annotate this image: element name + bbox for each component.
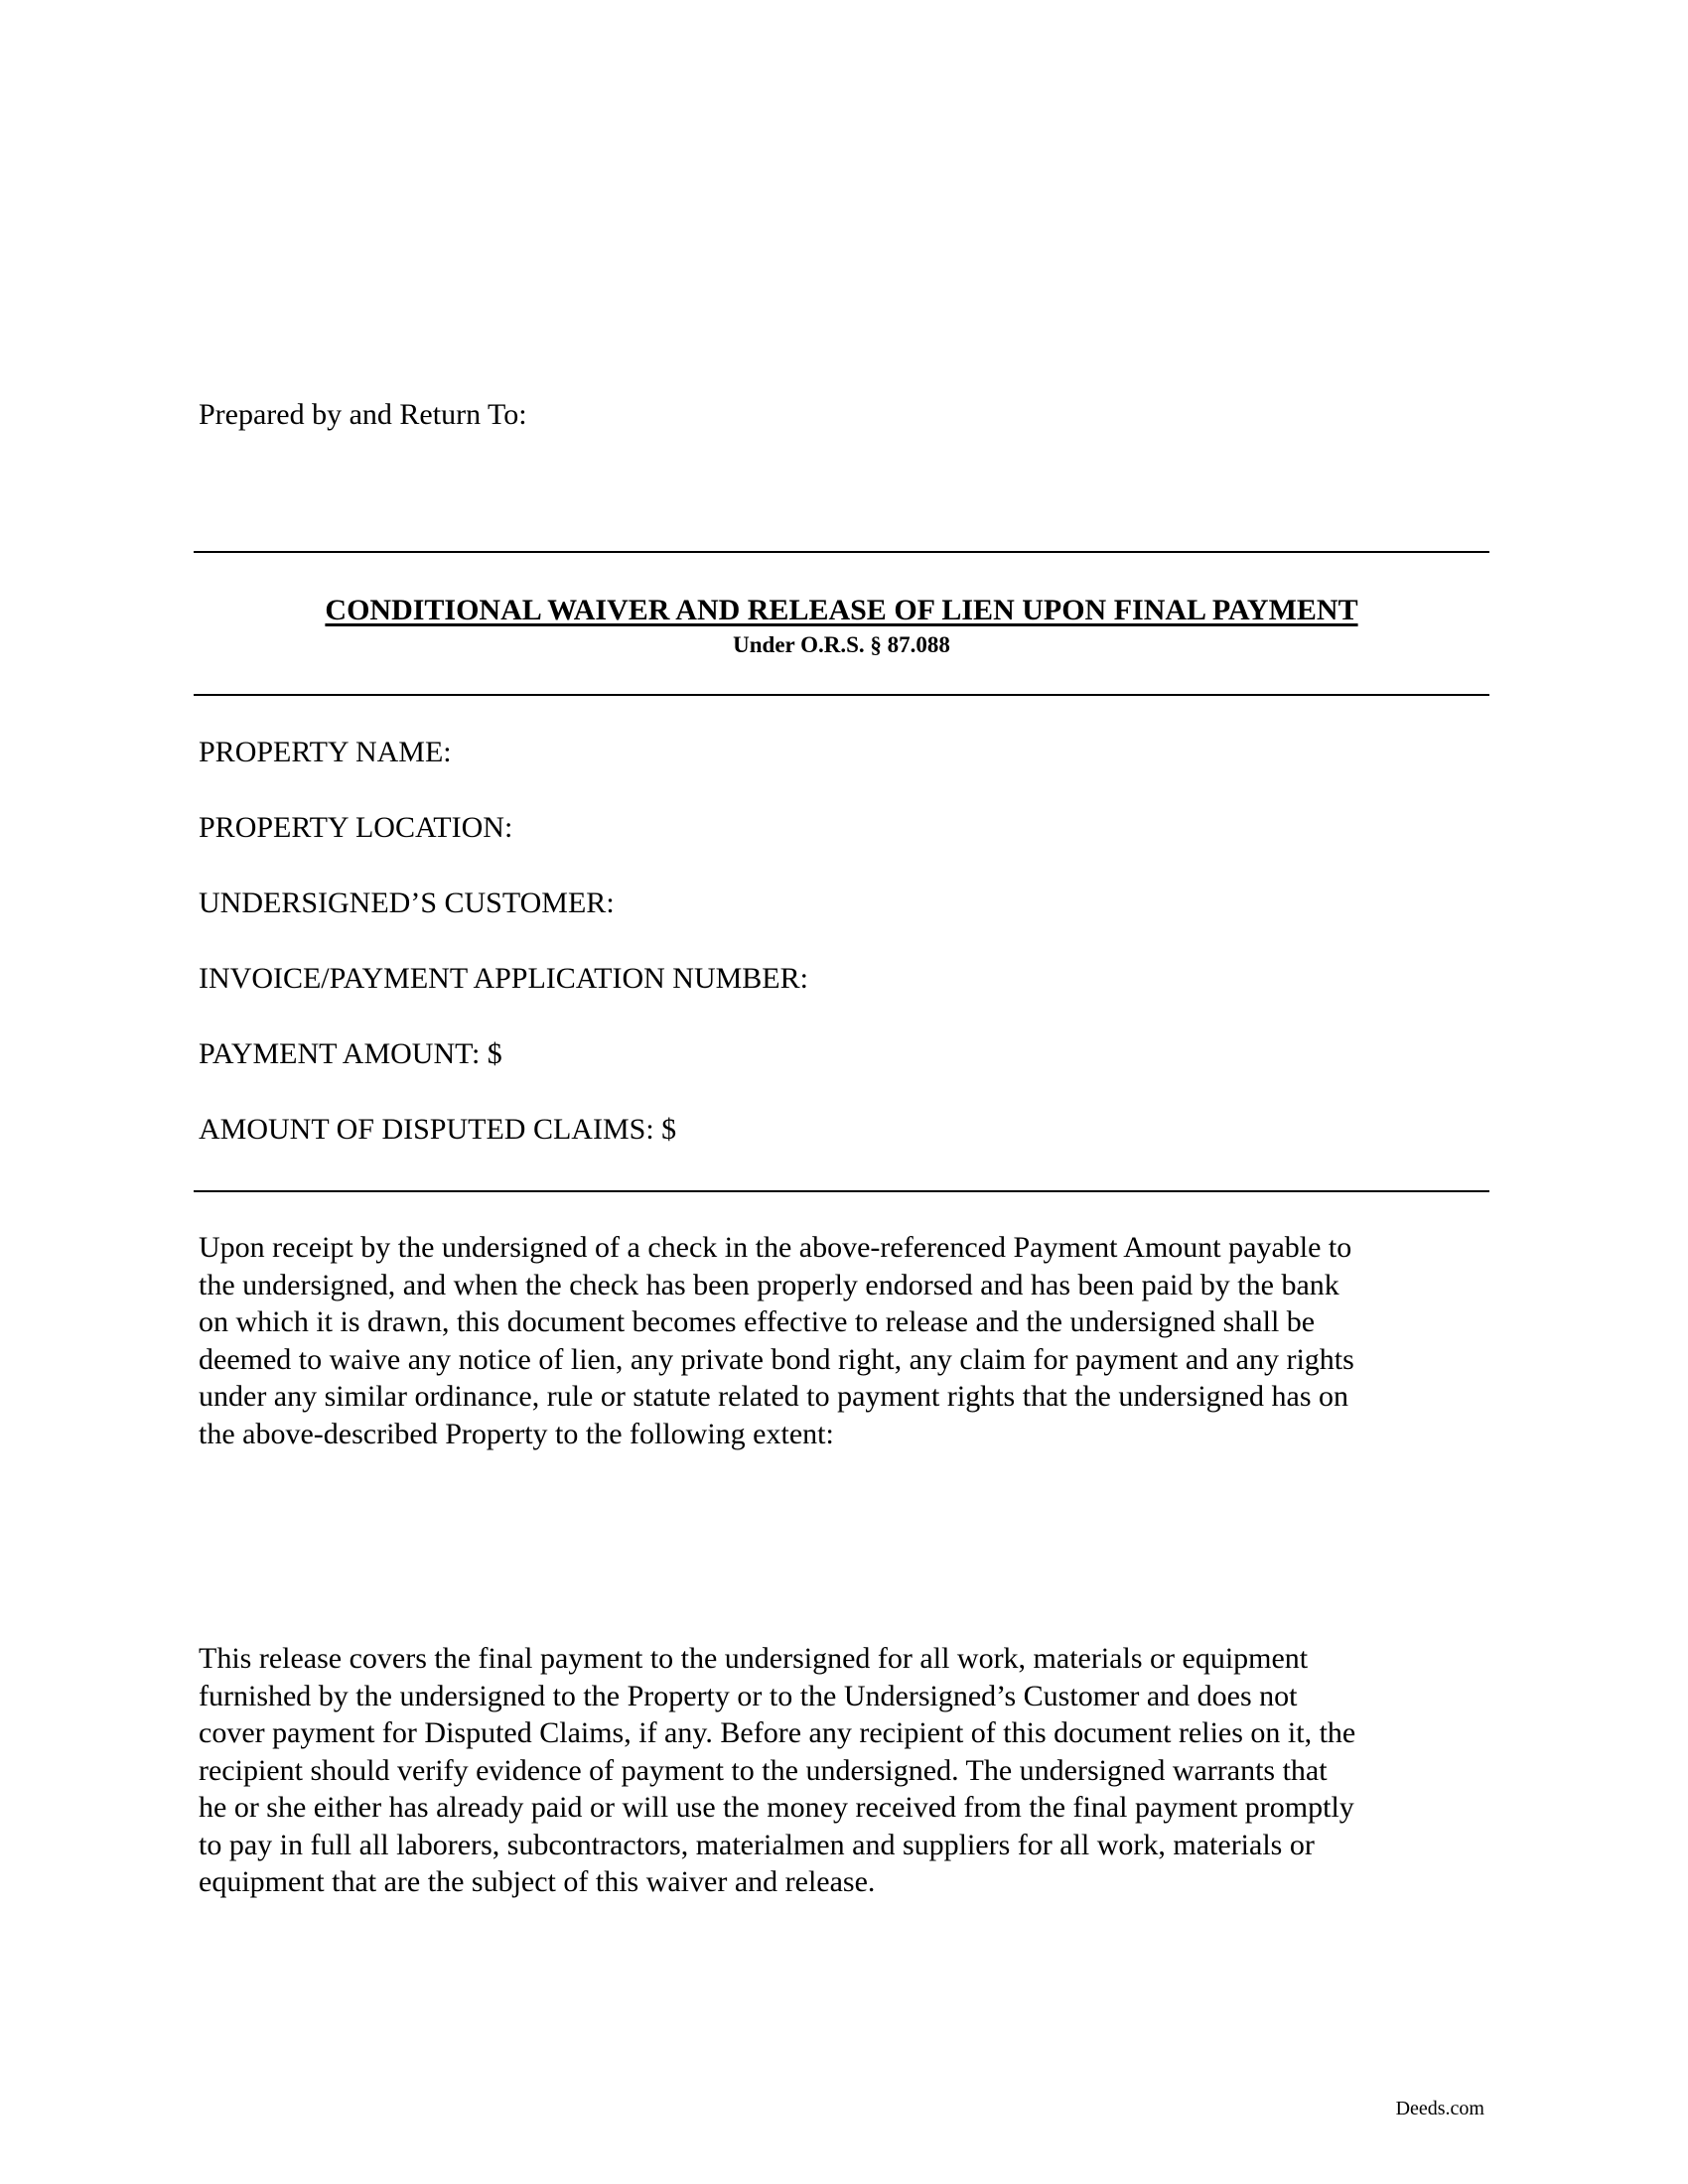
field-property-name: PROPERTY NAME: <box>199 736 452 768</box>
document-subtitle: Under O.R.S. § 87.088 <box>733 632 950 657</box>
divider-below-title <box>194 694 1489 696</box>
paragraph-line: he or she either has already paid or will use the money received from the final payment promptly <box>199 1791 1354 1824</box>
release-paragraph <box>199 1229 1489 1452</box>
paragraph-line: cover payment for Disputed Claims, if any. Before any recipient of this document relies on it, the <box>199 1716 1356 1749</box>
paragraph-line: under any similar ordinance, rule or statute related to payment rights that the undersigned has on <box>199 1380 1348 1413</box>
paragraph-line: This release covers the final payment to the undersigned for all work, materials or equipment <box>199 1642 1309 1675</box>
paragraph-line: Upon receipt by the undersigned of a check in the above-referenced Payment Amount payable to <box>199 1231 1352 1264</box>
paragraph-line: to pay in full all laborers, subcontractors, materialmen and suppliers for all work, materials or <box>199 1828 1315 1861</box>
paragraph-line: furnished by the undersigned to the Property or to the Undersigned’s Customer and does not <box>199 1679 1298 1712</box>
divider-below-fields <box>194 1190 1489 1192</box>
coverage-paragraph <box>199 1640 1489 1901</box>
paragraph-line: the above-described Property to the following extent: <box>199 1417 834 1450</box>
paragraph-line: the undersigned, and when the check has been properly endorsed and has been paid by the bank <box>199 1268 1339 1301</box>
footer-source: Deeds.com <box>1395 2098 1484 2119</box>
field-disputed-claims: AMOUNT OF DISPUTED CLAIMS: $ <box>199 1113 677 1146</box>
paragraph-line: deemed to waive any notice of lien, any private bond right, any claim for payment and any rights <box>199 1342 1354 1376</box>
paragraph-line: equipment that are the subject of this waiver and release. <box>199 1865 876 1898</box>
paragraph-line: on which it is drawn, this document becomes effective to release and the undersigned shall be <box>199 1305 1316 1338</box>
paragraph-line: recipient should verify evidence of payment to the undersigned. The undersigned warrants that <box>199 1753 1328 1787</box>
divider-top <box>194 551 1489 553</box>
field-property-location: PROPERTY LOCATION: <box>199 811 513 844</box>
prepared-by-label: Prepared by and Return To: <box>199 398 527 431</box>
document-title: CONDITIONAL WAIVER AND RELEASE OF LIEN UPON FINAL PAYMENT <box>325 594 1358 626</box>
field-invoice-number: INVOICE/PAYMENT APPLICATION NUMBER: <box>199 962 808 995</box>
field-undersigned-customer: UNDERSIGNED’S CUSTOMER: <box>199 887 615 919</box>
field-payment-amount: PAYMENT AMOUNT: $ <box>199 1037 502 1070</box>
